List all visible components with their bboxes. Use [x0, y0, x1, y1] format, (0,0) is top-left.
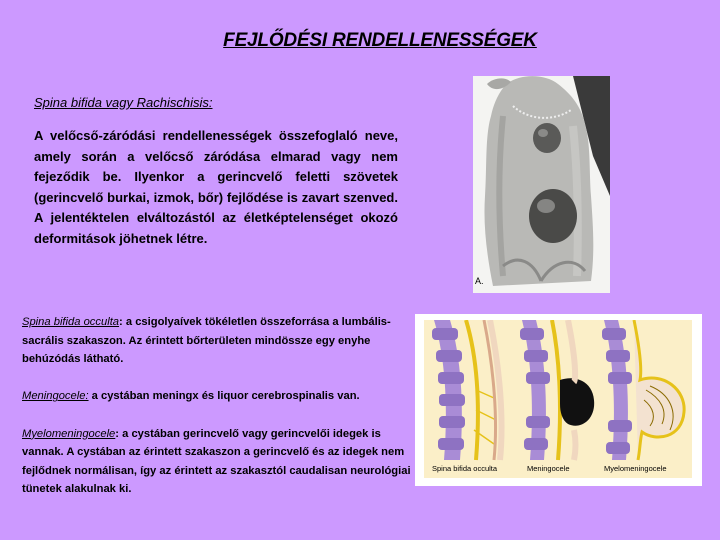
myelomeningocele-text: : a cystában gerincvelő vagy gerincvelői idegek is vannak. A cystában az érintett szakaszon a gerincvelő és az idegek nem fejlődnek normálisan, így az érintett az szakasztól caudalisan neurológiai tünetek alakulnak ki. [22, 427, 411, 496]
meningocele-text: a cystában meningx és liquor cerebrospinalis van. [88, 390, 360, 403]
meningocele-paragraph [22, 387, 412, 406]
photo-caption: A. [475, 276, 484, 286]
myelomeningocele-illustration [602, 320, 684, 460]
occulta-paragraph [22, 313, 412, 369]
occulta-text: : a csigolyaívek tökéletlen összeforrása a lumbális-sacrális szakaszon. Az érintett bőrterületen mindössze egy enyhe behúzódás látható. [22, 316, 391, 366]
diagram-label-occulta: Spina bifida occulta [432, 464, 498, 473]
diagram-panel [424, 320, 692, 478]
diagram-label-myelomeningocele: Myelomeningocele [604, 464, 667, 473]
myelomeningocele-paragraph [22, 425, 412, 499]
occulta-term: Spina bifida occulta [22, 316, 120, 328]
occulta-illustration [432, 320, 502, 460]
meningocele-illustration [520, 320, 594, 460]
section-paragraph-spina-bifida: A velőcső-záródási rendellenességek összefoglaló neve, amely során a velőcső záródása elmarad vagy nem fejeződik be. Ilyenkor a gerincvelő feletti szövetek (gerincvelő burkai, izmok, bőr) fejlődése is zavart szenved. A jelentéktelen elváltozástól az életképtelenséget okozó deformitások jöhetnek létre. [34, 128, 398, 246]
spina-bifida-diagram [415, 314, 702, 486]
diagram-label-meningocele: Meningocele [527, 464, 570, 473]
types-description [22, 313, 412, 499]
myelomeningocele-term: Myelomeningocele [22, 427, 116, 440]
meningocele-term: Meningocele: [22, 390, 89, 403]
section-heading-spina-bifida: Spina bifida vagy Rachischisis: [34, 95, 213, 110]
infant-back-photo [473, 76, 610, 293]
slide-title: FEJLŐDÉSI RENDELLENESSÉGEK [223, 30, 537, 51]
